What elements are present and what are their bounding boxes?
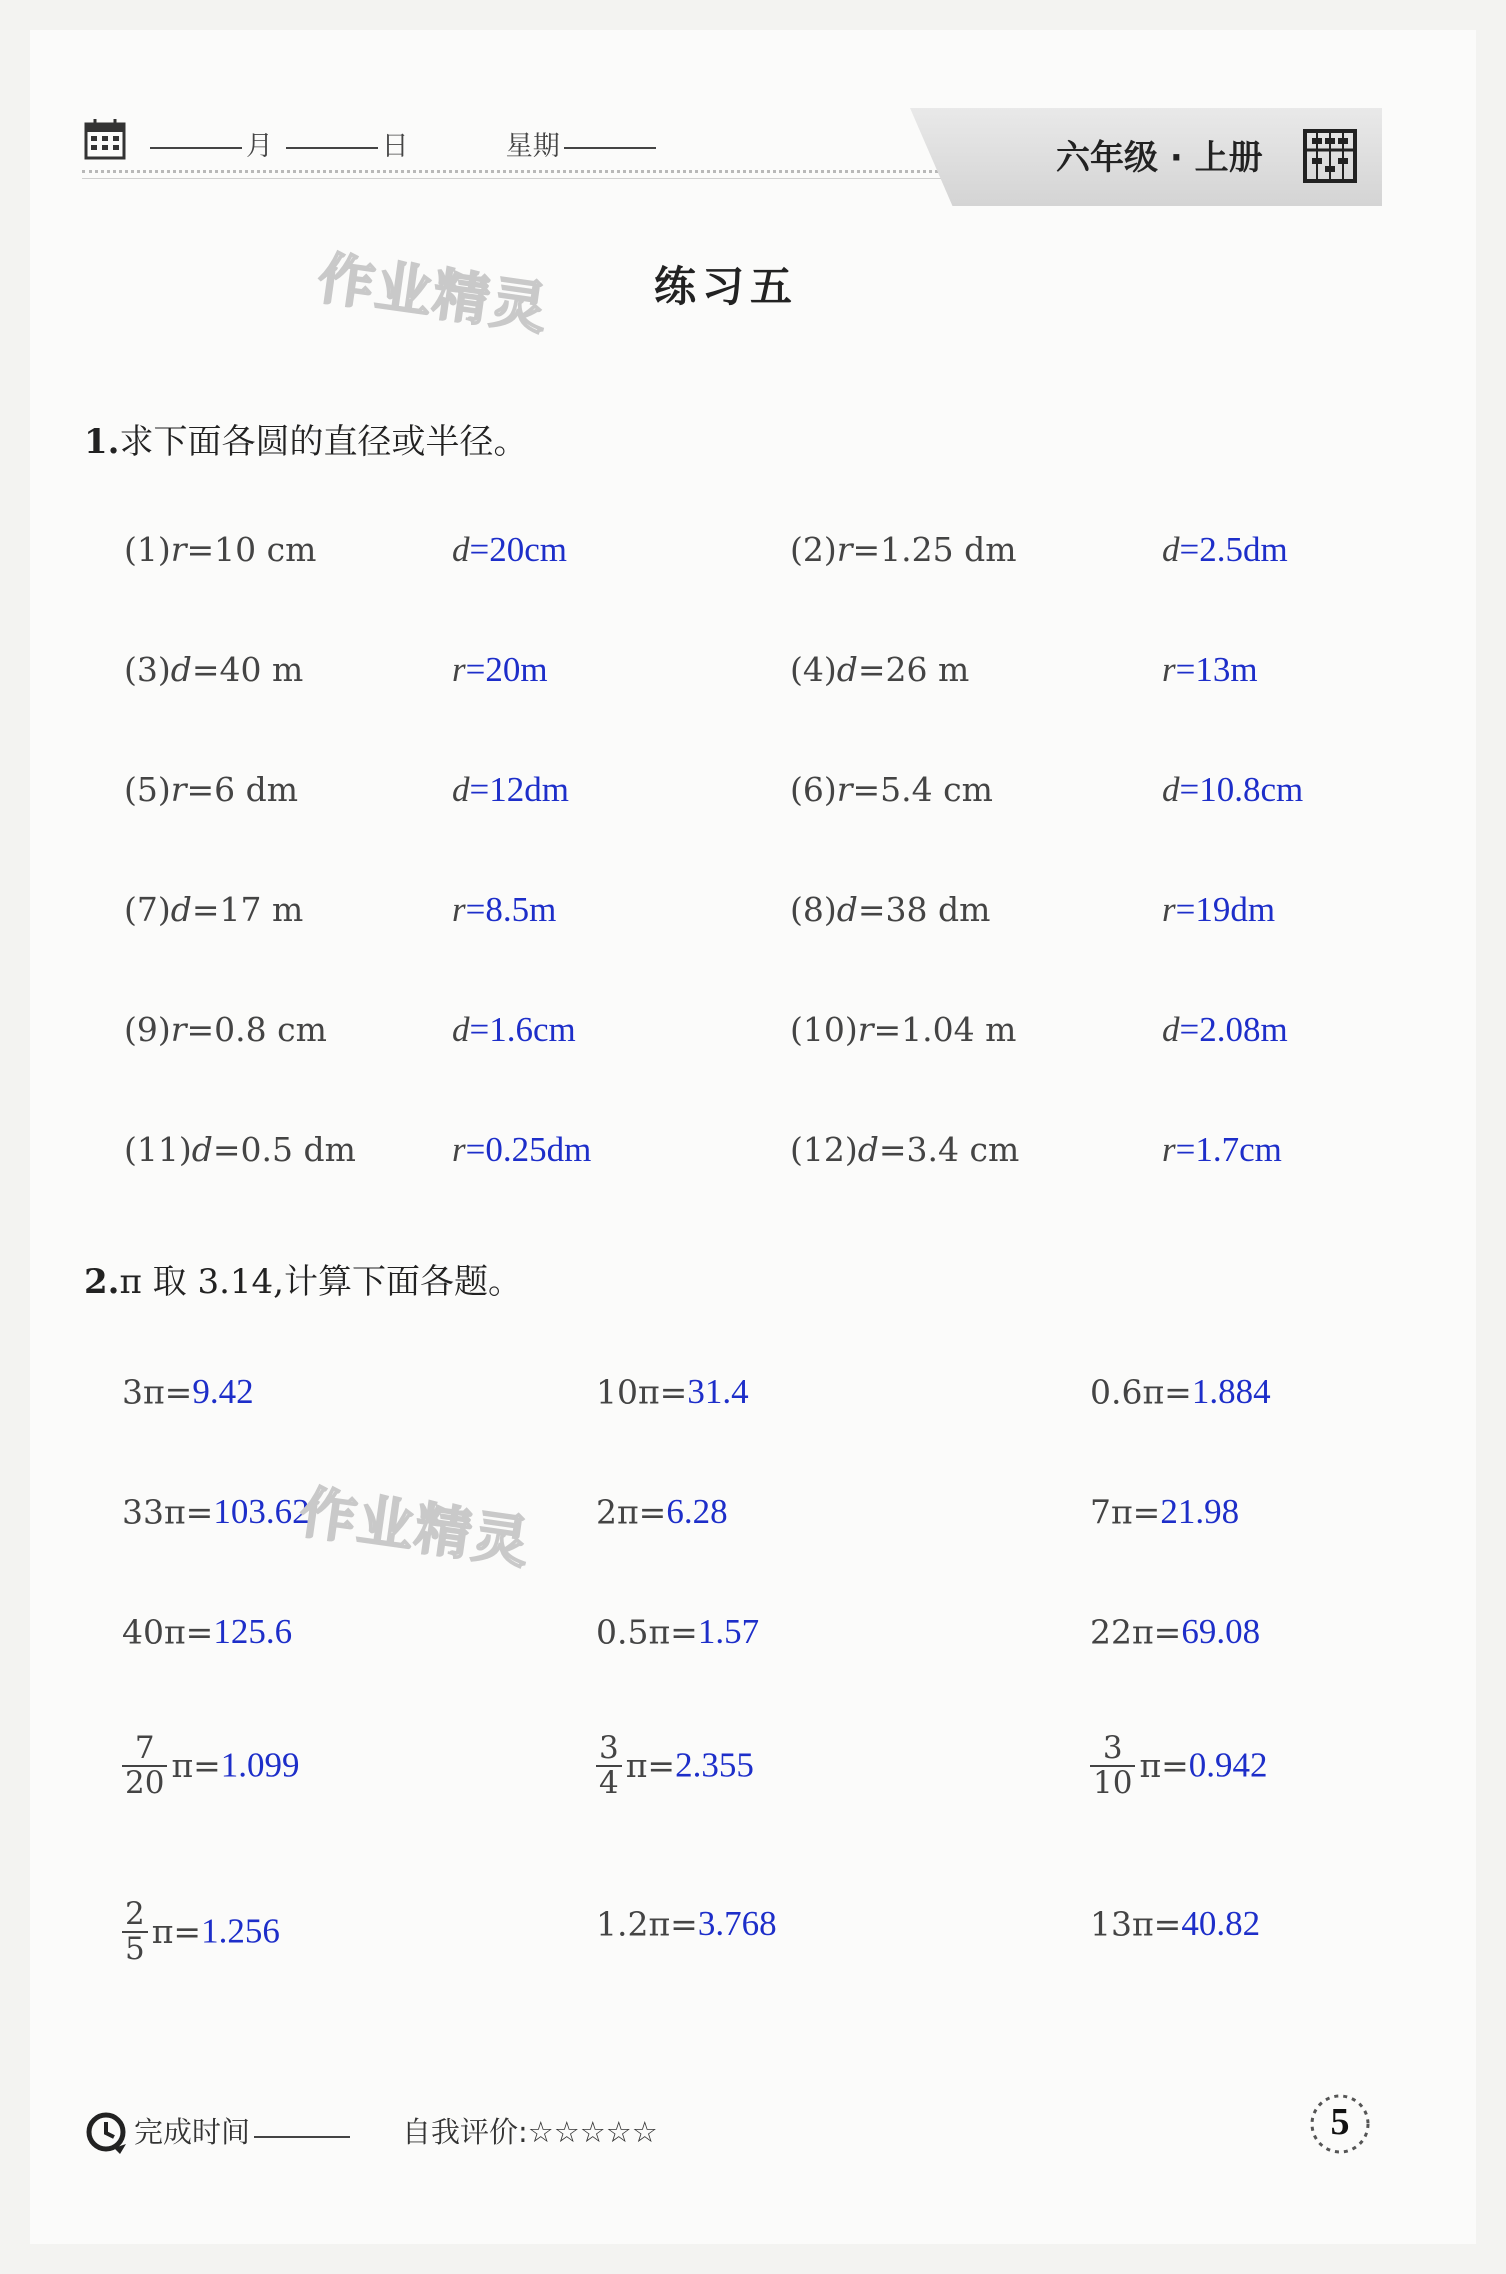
expression: 1.2π= [596,1904,698,1944]
expression: 13π= [1090,1904,1182,1944]
q1-answer-right [1162,890,1275,930]
text-part: =1.25 dm [852,530,1017,569]
fraction-denominator: 4 [596,1765,622,1800]
text-part: =40 m [191,650,304,689]
text-part: =10.8cm [1179,770,1304,809]
calendar-icon [84,118,126,164]
text-part: (5) [124,770,171,809]
page-number: 5 [1330,2101,1350,2143]
month-label: 月 [246,131,273,162]
answer: 1.256 [201,1911,280,1951]
header-divider-underline [82,178,944,179]
rating-stars[interactable]: ☆☆☆☆☆ [527,2115,658,2149]
q1-answer-left [452,890,556,930]
text-part: (1) [124,530,171,569]
q1-answer-right [1162,1130,1282,1170]
q1-number: 1. [84,422,120,462]
expression: π= [151,1912,202,1952]
q2-number: 2. [84,1262,120,1302]
time-blank[interactable] [254,2136,350,2138]
expression: 22π= [1090,1612,1182,1652]
text-part: (11) [124,1130,192,1169]
variable: d [1162,1010,1180,1049]
answer: 125.6 [213,1612,293,1651]
q2-problem [596,1492,728,1532]
variable: r [1162,890,1176,929]
text-part: =0.25dm [465,1130,592,1169]
q1-answer-left [452,770,569,810]
answer: 1.884 [1191,1372,1271,1411]
text-part: =8.5m [465,890,557,929]
q1-answer-left [452,530,567,570]
variable: d [191,1130,213,1169]
variable: r [1162,1130,1176,1169]
fraction [596,1732,622,1799]
text-part: =20m [465,650,548,689]
q2-prompt [84,1254,522,1303]
q1-problem-right [790,650,969,689]
page-number-badge [1306,2090,1374,2158]
text-part: (9) [124,1010,171,1049]
text-part: (10) [790,1010,858,1049]
variable: d [1162,530,1180,569]
text-part: =2.08m [1179,1010,1288,1049]
text-part: (12) [790,1130,858,1169]
text-part: =6 dm [186,770,299,809]
q2-problem [1090,1732,1268,1799]
variable: r [836,770,853,809]
variable: r [170,530,187,569]
answer: 40.82 [1181,1904,1261,1943]
answer: 103.62 [213,1492,310,1531]
q2-problem [596,1904,777,1944]
grade-title: 六年级 · 上册 [1056,138,1263,178]
variable: r [170,1010,187,1049]
text-part: =10 cm [186,530,317,569]
q2-problem [122,1612,292,1652]
completion-time [134,2110,350,2151]
fraction-numerator: 3 [1102,1730,1123,1766]
text-part: =1.6cm [469,1010,576,1049]
text-part: =26 m [857,650,970,689]
answer: 2.355 [675,1745,754,1785]
page-title: 练习五 [654,262,799,311]
variable: r [170,770,187,809]
watermark-top: 作业精灵 [313,246,553,343]
answer: 1.099 [220,1745,300,1785]
variable: r [836,530,853,569]
text-part: =5.4 cm [852,770,993,809]
expression: π= [171,1746,221,1786]
fraction-numerator: 2 [125,1896,145,1932]
month-blank[interactable] [150,147,242,149]
fraction-denominator: 20 [122,1765,167,1800]
expression: 33π= [122,1492,214,1532]
variable: d [452,1010,470,1049]
fraction-denominator: 10 [1090,1765,1135,1800]
text-part: (2) [790,530,837,569]
expression: π= [1139,1746,1189,1786]
q2-problem [1090,1904,1260,1944]
day-blank[interactable] [286,147,378,149]
q2-problem [1090,1612,1260,1652]
expression: 7π= [1090,1492,1161,1532]
q1-problem-right [790,1130,1019,1169]
variable: d [452,530,470,569]
q2-problem [1090,1492,1239,1532]
q1-problem-left [124,770,298,809]
day-label: 日 [381,131,409,162]
text-part: =19dm [1175,890,1276,929]
answer: 69.08 [1181,1612,1261,1651]
q2-problem [1090,1372,1271,1412]
q1-answer-left [452,1010,576,1050]
q1-answer-left [452,1130,591,1170]
text-part: (6) [790,770,837,809]
text-part: =12dm [469,770,569,809]
text-part: =17 m [191,890,304,929]
text-part: (4) [790,650,837,689]
q1-answer-right [1162,650,1258,690]
text-part: =2.5dm [1179,530,1288,569]
answer: 9.42 [192,1372,254,1411]
q2-problem [596,1732,754,1799]
q1-problem-left [124,530,316,569]
text-part: =3.4 cm [878,1130,1020,1169]
answer: 6.28 [666,1492,728,1531]
answer: 31.4 [687,1372,749,1411]
expression: 3π= [122,1372,193,1412]
q1-prompt [84,414,528,463]
q1-problem-left [124,650,303,689]
q2-problem [122,1898,280,1965]
q1-problem-right [790,770,993,809]
variable: r [452,650,466,689]
q1-problem-left [124,1130,356,1169]
answer: 21.98 [1160,1492,1240,1531]
time-label: 完成时间 [134,2115,251,2149]
text-part: (8) [790,890,837,929]
variable: r [452,1130,466,1169]
text-part: =1.04 m [873,1010,1017,1049]
q2-problem [122,1492,310,1532]
variable: d [1162,770,1180,809]
variable: r [1162,650,1176,689]
weekday-label: 星期 [505,131,560,162]
fraction [1090,1732,1135,1799]
fraction-numerator: 3 [599,1730,619,1766]
variable: d [170,650,192,689]
text-part: =13m [1175,650,1258,689]
expression: 40π= [122,1612,214,1652]
q1-problem-right [790,890,990,929]
expression: 10π= [596,1372,688,1412]
abacus-icon [1302,128,1358,188]
q1-problem-left [124,890,303,929]
variable: r [857,1010,874,1049]
eval-label: 自我评价: [402,2115,528,2149]
fraction [122,1898,148,1965]
q1-answer-right [1162,1010,1288,1050]
q1-problem-right [790,1010,1016,1049]
self-evaluation [402,2110,658,2151]
text-part: =0.8 cm [186,1010,327,1049]
fraction [122,1732,167,1799]
expression: π= [625,1746,676,1786]
watermark-middle: 作业精灵 [295,1480,535,1577]
text-part: =20cm [469,530,567,569]
expression: 0.5π= [596,1612,698,1652]
expression: 2π= [596,1492,667,1532]
answer: 0.942 [1188,1745,1268,1785]
text-part: =0.5 dm [212,1130,356,1169]
q1-answer-right [1162,770,1303,810]
variable: d [836,890,858,929]
variable: r [452,890,466,929]
text-part: =1.7cm [1175,1130,1282,1169]
answer: 1.57 [697,1612,760,1651]
q2-problem [596,1372,749,1412]
variable: d [857,1130,879,1169]
q1-text: 求下面各圆的直径或半径。 [119,422,528,462]
q1-answer-left [452,650,548,690]
fraction-numerator: 7 [134,1730,155,1766]
date-line [146,124,660,163]
q2-problem [596,1612,759,1652]
expression: 0.6π= [1090,1372,1192,1412]
text-part: (3) [124,650,171,689]
variable: d [836,650,858,689]
header-divider [82,170,944,173]
fraction-denominator: 5 [122,1931,148,1966]
q1-problem-right [790,530,1017,569]
q2-problem [122,1372,254,1412]
text-part: (7) [124,890,171,929]
text-part: =38 dm [857,890,991,929]
q2-problem [122,1732,300,1799]
q2-text: π 取 3.14,计算下面各题。 [119,1262,522,1302]
weekday-blank[interactable] [564,147,656,149]
q1-problem-left [124,1010,327,1049]
variable: d [452,770,470,809]
clock-icon [84,2110,128,2158]
q1-answer-right [1162,530,1288,570]
variable: d [170,890,192,929]
answer: 3.768 [697,1904,777,1943]
